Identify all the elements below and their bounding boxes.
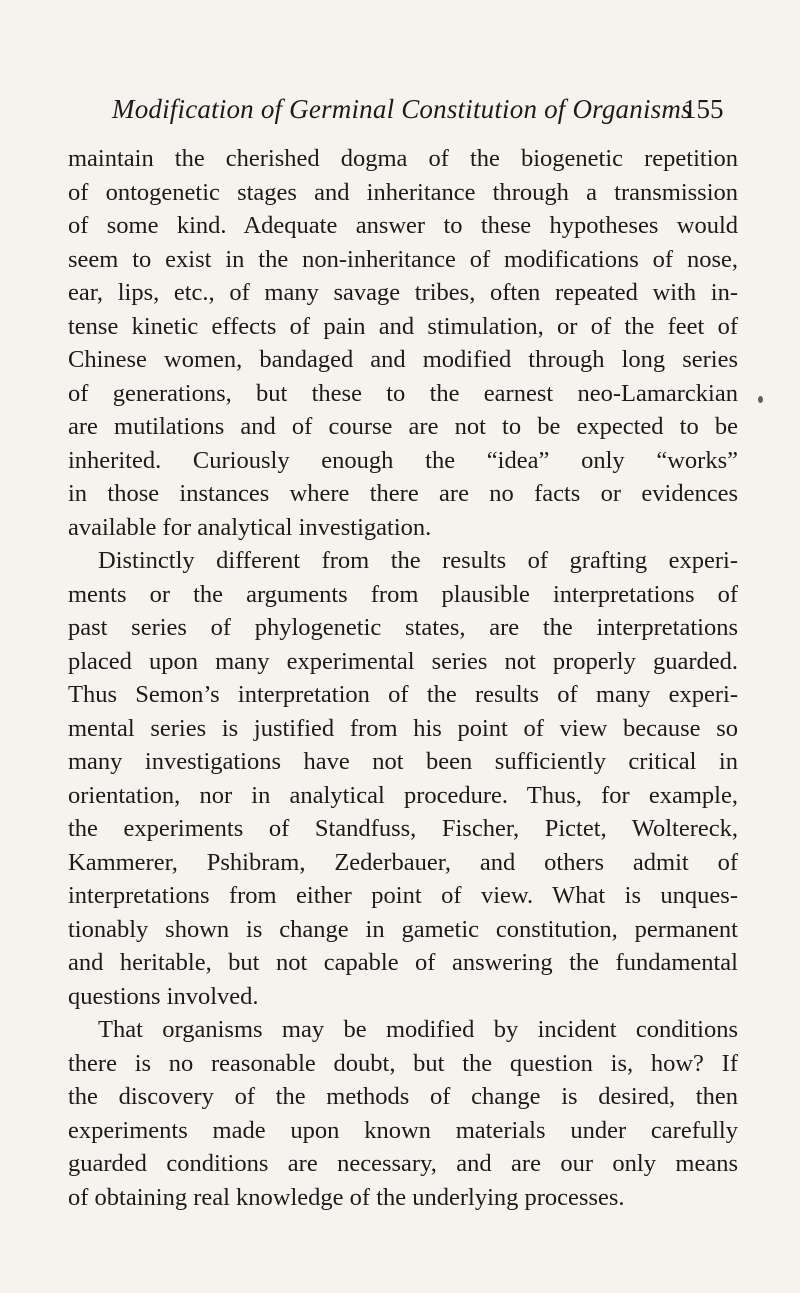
text-line: ments or the arguments from plausible interpretations of: [68, 580, 738, 608]
text-line: many investigations have not been sufficiently critical in: [68, 748, 738, 775]
running-title: Modification of Germinal Constitution of Organisms: [112, 94, 692, 124]
text-line: maintain the cherished dogma of the biogenetic repetition: [68, 145, 738, 172]
text-line: orientation, nor in analytical procedure. Thus, for example,: [68, 781, 738, 809]
text-line: the discovery of the methods of change is desired, then: [68, 1083, 738, 1110]
paragraph-last-line: questions involved.: [68, 982, 259, 1010]
text-line: past series of phylogenetic states, are the interpretations: [68, 614, 738, 641]
text-line: seem to exist in the non-inheritance of modifications of nose,: [68, 245, 738, 273]
running-head: [0, 94, 800, 134]
text-line: in those instances where there are no facts or evidences: [68, 480, 738, 507]
text-line: mental series is justified from his point of view because so: [68, 714, 738, 742]
text-line: there is no reasonable doubt, but the question is, how? If: [68, 1049, 738, 1077]
text-line: are mutilations and of course are not to be expected to be: [68, 413, 738, 440]
scan-speck: [758, 396, 763, 403]
page-number: 155: [683, 94, 724, 124]
text-line: inherited. Curiously enough the “idea” only “works”: [68, 446, 738, 474]
text-line: ear, lips, etc., of many savage tribes, often repeated with in-: [68, 279, 738, 306]
text-line: of some kind. Adequate answer to these hypotheses would: [68, 212, 738, 239]
text-line: of generations, but these to the earnest neo-Lamarckian: [68, 379, 738, 407]
text-line: guarded conditions are necessary, and are our only means: [68, 1150, 738, 1177]
text-line: placed upon many experimental series not properly guarded.: [68, 647, 738, 675]
text-line: tionably shown is change in gametic constitution, permanent: [68, 915, 738, 943]
text-line: the experiments of Standfuss, Fischer, Pictet, Woltereck,: [68, 815, 738, 842]
paragraph-last-line: of obtaining real knowledge of the underlying processes.: [68, 1183, 625, 1211]
body-text: [68, 142, 738, 1214]
text-line: Chinese women, bandaged and modified through long series: [68, 346, 738, 373]
text-line: interpretations from either point of view. What is unques-: [68, 882, 738, 909]
text-line: tense kinetic effects of pain and stimulation, or of the feet of: [68, 312, 738, 340]
paragraph-first-line: Distinctly different from the results of grafting experi-: [98, 547, 738, 574]
text-line: experiments made upon known materials under carefully: [68, 1116, 738, 1144]
text-line: Thus Semon’s interpretation of the results of many experi-: [68, 681, 738, 708]
paragraph-last-line: available for analytical investigation.: [68, 513, 432, 541]
text-line: Kammerer, Pshibram, Zederbauer, and others admit of: [68, 848, 738, 876]
text-line: and heritable, but not capable of answering the fundamental: [68, 949, 738, 976]
paragraph-first-line: That organisms may be modified by incident conditions: [98, 1016, 738, 1043]
text-line: of ontogenetic stages and inheritance through a transmission: [68, 178, 738, 206]
